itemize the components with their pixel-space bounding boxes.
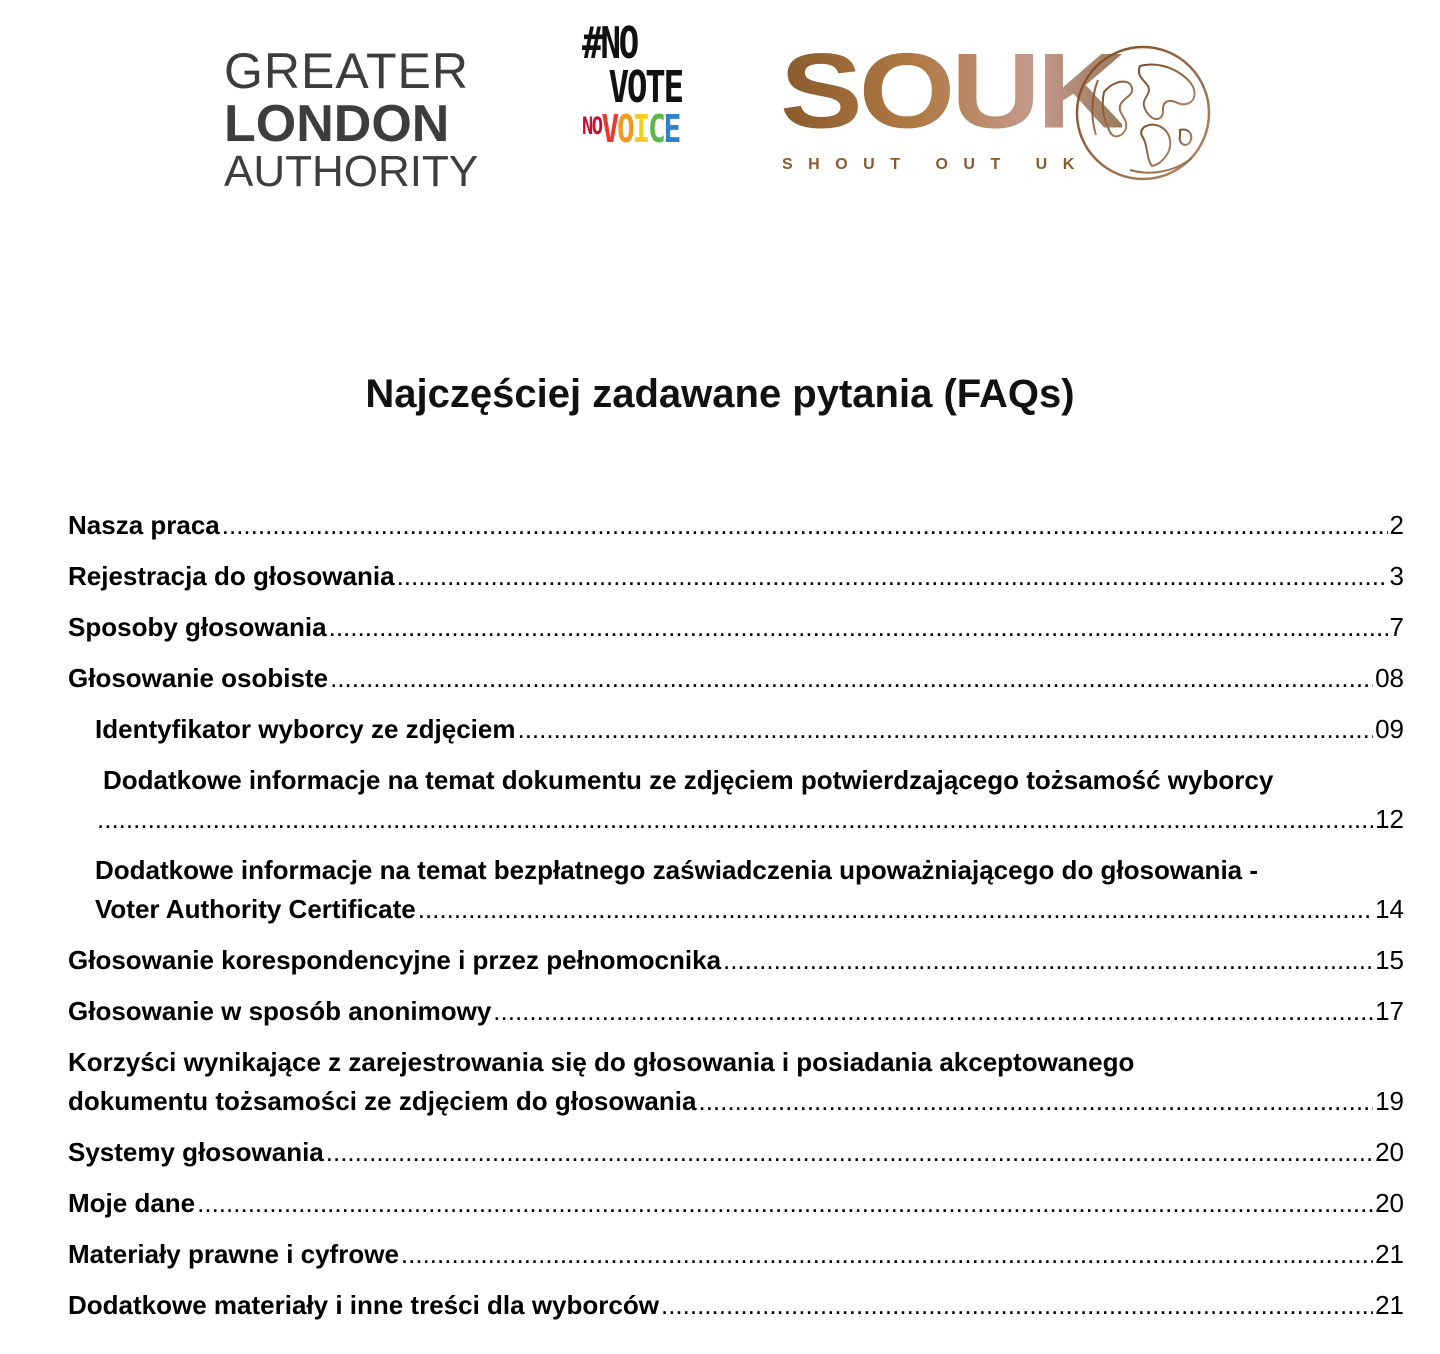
toc-entry[interactable]: [68, 1043, 1404, 1121]
toc-entry-label: Rejestracja do głosowania: [68, 561, 395, 591]
toc-entry-leader-line: [68, 1082, 1404, 1121]
toc-leader-dots: [330, 659, 1373, 698]
toc-entry-page: 21: [1375, 1290, 1404, 1320]
novote-letter: O: [616, 107, 633, 151]
toc-entry[interactable]: [68, 1184, 1404, 1235]
toc-entry-label-line1: Dodatkowe informacje na temat bezpłatnego zaświadczenia upoważniającego do głosowania -: [95, 855, 1259, 885]
toc-entry[interactable]: [68, 659, 1404, 710]
novote-line2: VOTE: [608, 62, 682, 113]
toc-entry[interactable]: [68, 992, 1404, 1043]
globe-icon: [1070, 40, 1216, 186]
spacer: [68, 839, 1404, 851]
toc-entry[interactable]: [68, 506, 1404, 557]
toc-leader-dots: [698, 1082, 1373, 1121]
novote-letter: E: [663, 107, 680, 151]
toc-entry-leader-line: [95, 890, 1404, 929]
toc-entry[interactable]: [68, 557, 1404, 608]
novote-line1: #NO: [582, 18, 637, 69]
toc-entry-page: 12: [1375, 804, 1404, 834]
toc-leader-dots: [418, 890, 1373, 929]
toc-leader-dots: [723, 941, 1373, 980]
toc-entry-label: Systemy głosowania: [68, 1137, 324, 1167]
novote-line3: [582, 107, 680, 151]
toc-entry-label: Dodatkowe informacje na temat dokumentu ze zdjęciem potwierdzającego tożsamość wyborcy: [103, 765, 1274, 795]
greater-london-authority-logo: [224, 43, 479, 196]
toc-entry-label-line2: Voter Authority Certificate: [95, 894, 416, 924]
toc-entry-label: Dodatkowe materiały i inne treści dla wyborców: [68, 1290, 659, 1320]
toc-entry-label: Sposoby głosowania: [68, 612, 327, 642]
toc-leader-dots: [397, 557, 1388, 596]
toc-entry-label: Głosowanie korespondencyjne i przez pełnomocnika: [68, 945, 722, 975]
novote-no-small: NO: [582, 112, 602, 140]
toc-entry-label: Nasza praca: [68, 510, 220, 540]
toc-entry-label: Głosowanie osobiste: [68, 663, 329, 693]
toc-entry-label: Materiały prawne i cyfrowe: [68, 1239, 399, 1269]
toc-entry-page: 14: [1375, 894, 1404, 924]
toc-entry[interactable]: [68, 608, 1404, 659]
novote-letter: C: [647, 107, 664, 151]
gla-logo-line3: AUTHORITY: [224, 147, 479, 196]
toc-leader-dots: [197, 1184, 1373, 1223]
spacer: [68, 1121, 1404, 1133]
toc-leader-dots: [493, 992, 1373, 1031]
toc-entry-page: 21: [1375, 1239, 1404, 1269]
toc-entry-page: 20: [1375, 1137, 1404, 1167]
toc-leader-dots: [401, 1235, 1373, 1274]
toc-entry-leader-line: [95, 800, 1404, 839]
toc-entry-page: 08: [1375, 663, 1404, 693]
toc-entry-label-line2: dokumentu tożsamości ze zdjęciem do głosowania: [68, 1086, 697, 1116]
toc-entry-page: 2: [1389, 510, 1404, 540]
toc-leader-dots: [517, 710, 1373, 749]
toc-entry-page: 09: [1375, 714, 1404, 744]
toc-entry[interactable]: [68, 941, 1404, 992]
toc-entry[interactable]: [68, 1286, 1404, 1337]
toc-entry-label-line1: Korzyści wynikające z zarejestrowania się do głosowania i posiadania akceptowanego: [68, 1047, 1135, 1077]
novote-letter: V: [601, 107, 617, 151]
toc-subentry[interactable]: [68, 710, 1404, 761]
toc-leader-dots: [326, 1133, 1373, 1172]
novote-letter: I: [632, 107, 648, 151]
toc-leader-dots: [222, 506, 1388, 545]
toc-entry-label: Moje dane: [68, 1188, 196, 1218]
toc-entry-label: Identyfikator wyborcy ze zdjęciem: [95, 714, 516, 744]
toc-entry-label: Głosowanie w sposób anonimowy: [68, 996, 492, 1026]
toc-entry[interactable]: [68, 1133, 1404, 1184]
toc-subentry[interactable]: [68, 761, 1404, 839]
souk-tagline: SHOUT OUT UK: [782, 156, 1090, 173]
toc-leader-dots: [661, 1286, 1373, 1325]
toc-entry-page: 20: [1375, 1188, 1404, 1218]
toc-leader-dots: [329, 608, 1388, 647]
logo-bar: [0, 0, 1440, 210]
toc-subentry[interactable]: [68, 851, 1404, 929]
toc-entry-page: 17: [1375, 996, 1404, 1026]
spacer: [68, 929, 1404, 941]
toc-leader-dots: [97, 800, 1373, 839]
souk-wordmark: SOUK: [780, 31, 1123, 151]
toc-entry-page: 15: [1375, 945, 1404, 975]
gla-logo-line1: GREATER: [224, 43, 469, 99]
page-title: Najczęściej zadawane pytania (FAQs): [365, 372, 1075, 416]
no-vote-no-voice-logo: [582, 18, 682, 151]
toc-entry[interactable]: [68, 1235, 1404, 1286]
toc-entry-page: 7: [1389, 612, 1404, 642]
table-of-contents: [68, 506, 1404, 1337]
toc-entry-page: 19: [1375, 1086, 1404, 1116]
toc-entry-page: 3: [1389, 561, 1404, 591]
gla-logo-line2: LONDON: [224, 95, 450, 153]
